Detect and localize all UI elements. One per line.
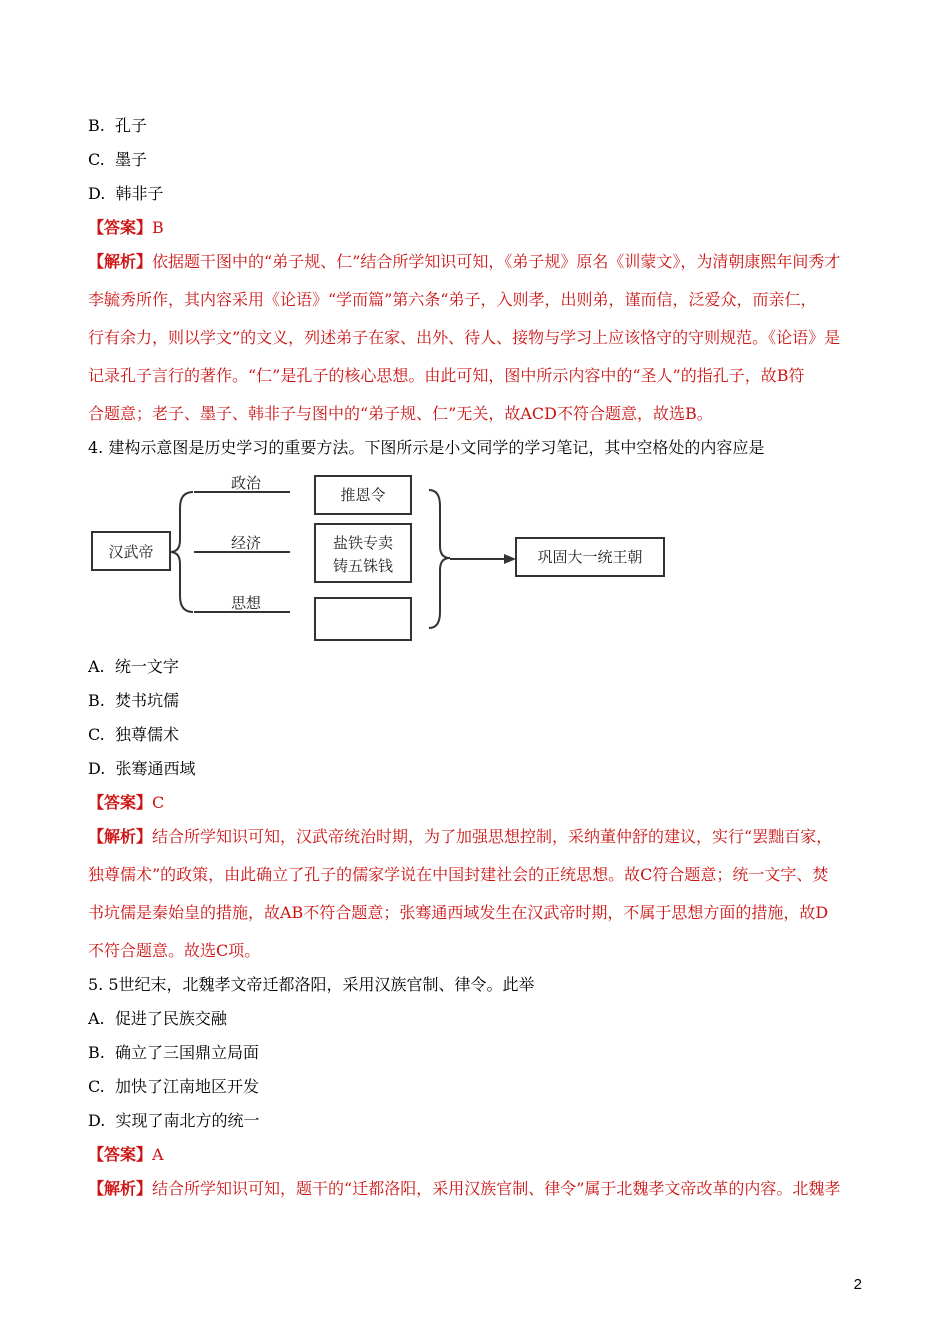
q3-analysis-line-5: 合题意；老子、墨子、韩非子与图中的“弟子规、仁”无关，故ACD不符合题意，故选B。 [88,404,713,423]
q4-analysis-line-2: 独尊儒术”的政策，由此确立了孔子的儒家学说在中国封建社会的正统思想。故C符合题意；统一文字、焚 [88,865,829,884]
q3-analysis-line-4: 记录孔子言行的著作。“仁”是孔子的核心思想。由此可知，图中所示内容中的“圣人”的指孔子，故B符 [88,366,805,385]
q3-analysis-line-1: 【解析】依据题干图中的“弟子规、仁”结合所学知识可知，《弟子规》原名《训蒙文》，为清朝康熙年间秀才 [88,252,841,271]
q4-analysis-line-1: 【解析】结合所学知识可知，汉武帝统治时期，为了加强思想控制，采纳董仲舒的建议，实行“罢黜百家， [88,827,833,846]
q4-answer: 【答案】C [88,793,165,812]
q4-stem: 4. 建构示意图是历史学习的重要方法。下图所示是小文同学的学习笔记，其中空格处的内容应是 [88,438,765,457]
q4-option-c: C. 独尊儒术 [88,725,179,744]
diagram-result-label: 巩固大一统王朝 [537,548,643,566]
q5-answer: 【答案】A [88,1145,164,1164]
q3-option-b: B. 孔子 [88,116,148,135]
q3-answer: 【答案】B [88,218,164,237]
q3-analysis-line-3: 行有余力，则以学文”的文义，列述弟子在家、出外、待人、接物与学习上应该恪守的守则规范。《论语》是 [88,328,841,347]
diagram-left-label: 汉武帝 [108,543,154,561]
q3-option-c: C. 墨子 [88,150,147,169]
diagram-branch-thought: 思想 [230,594,262,612]
arrow-head-icon [504,554,516,564]
q4-analysis-line-4: 不符合题意。故选C项。 [88,941,261,960]
q5-option-b: B. 确立了三国鼎立局面 [88,1043,260,1062]
q5-stem: 5. 5世纪末，北魏孝文帝迁都洛阳，采用汉族官制、律令。此举 [88,975,535,994]
q4-option-a: A. 统一文字 [88,657,179,676]
q4-concept-diagram [88,470,678,645]
q3-analysis-line-2: 李毓秀所作，其内容采用《论语》“学而篇”第六条“弟子，入则孝，出则弟，谨而信，泛爱众，而亲仁， [88,290,817,309]
q4-option-d: D. 张骞通西域 [88,759,196,778]
q4-option-b: B. 焚书坑儒 [88,691,180,710]
diagram-politics-label: 推恩令 [340,486,386,504]
q3-option-d: D. 韩非子 [88,184,164,203]
q5-option-d: D. 实现了南北方的统一 [88,1111,260,1130]
page-number: 2 [853,1276,862,1293]
q5-option-a: A. 促进了民族交融 [88,1009,227,1028]
diagram-left-brace [170,492,193,612]
diagram-economy-label-1: 盐铁专卖 [332,534,394,552]
diagram-economy-label-2: 铸五铢钱 [332,557,394,575]
q5-option-c: C. 加快了江南地区开发 [88,1077,259,1096]
q5-analysis-line-1: 【解析】结合所学知识可知，题干的“迁都洛阳，采用汉族官制、律令”属于北魏孝文帝改革的内容。北魏孝 [88,1179,841,1198]
diagram-branch-politics: 政治 [230,474,262,492]
diagram-thought-box [315,598,411,640]
q4-analysis-line-3: 书坑儒是秦始皇的措施，故AB不符合题意；张骞通西域发生在汉武帝时期，不属于思想方面的措施，故D [88,903,829,922]
diagram-right-brace [429,490,450,628]
diagram-branch-economy: 经济 [230,534,262,552]
